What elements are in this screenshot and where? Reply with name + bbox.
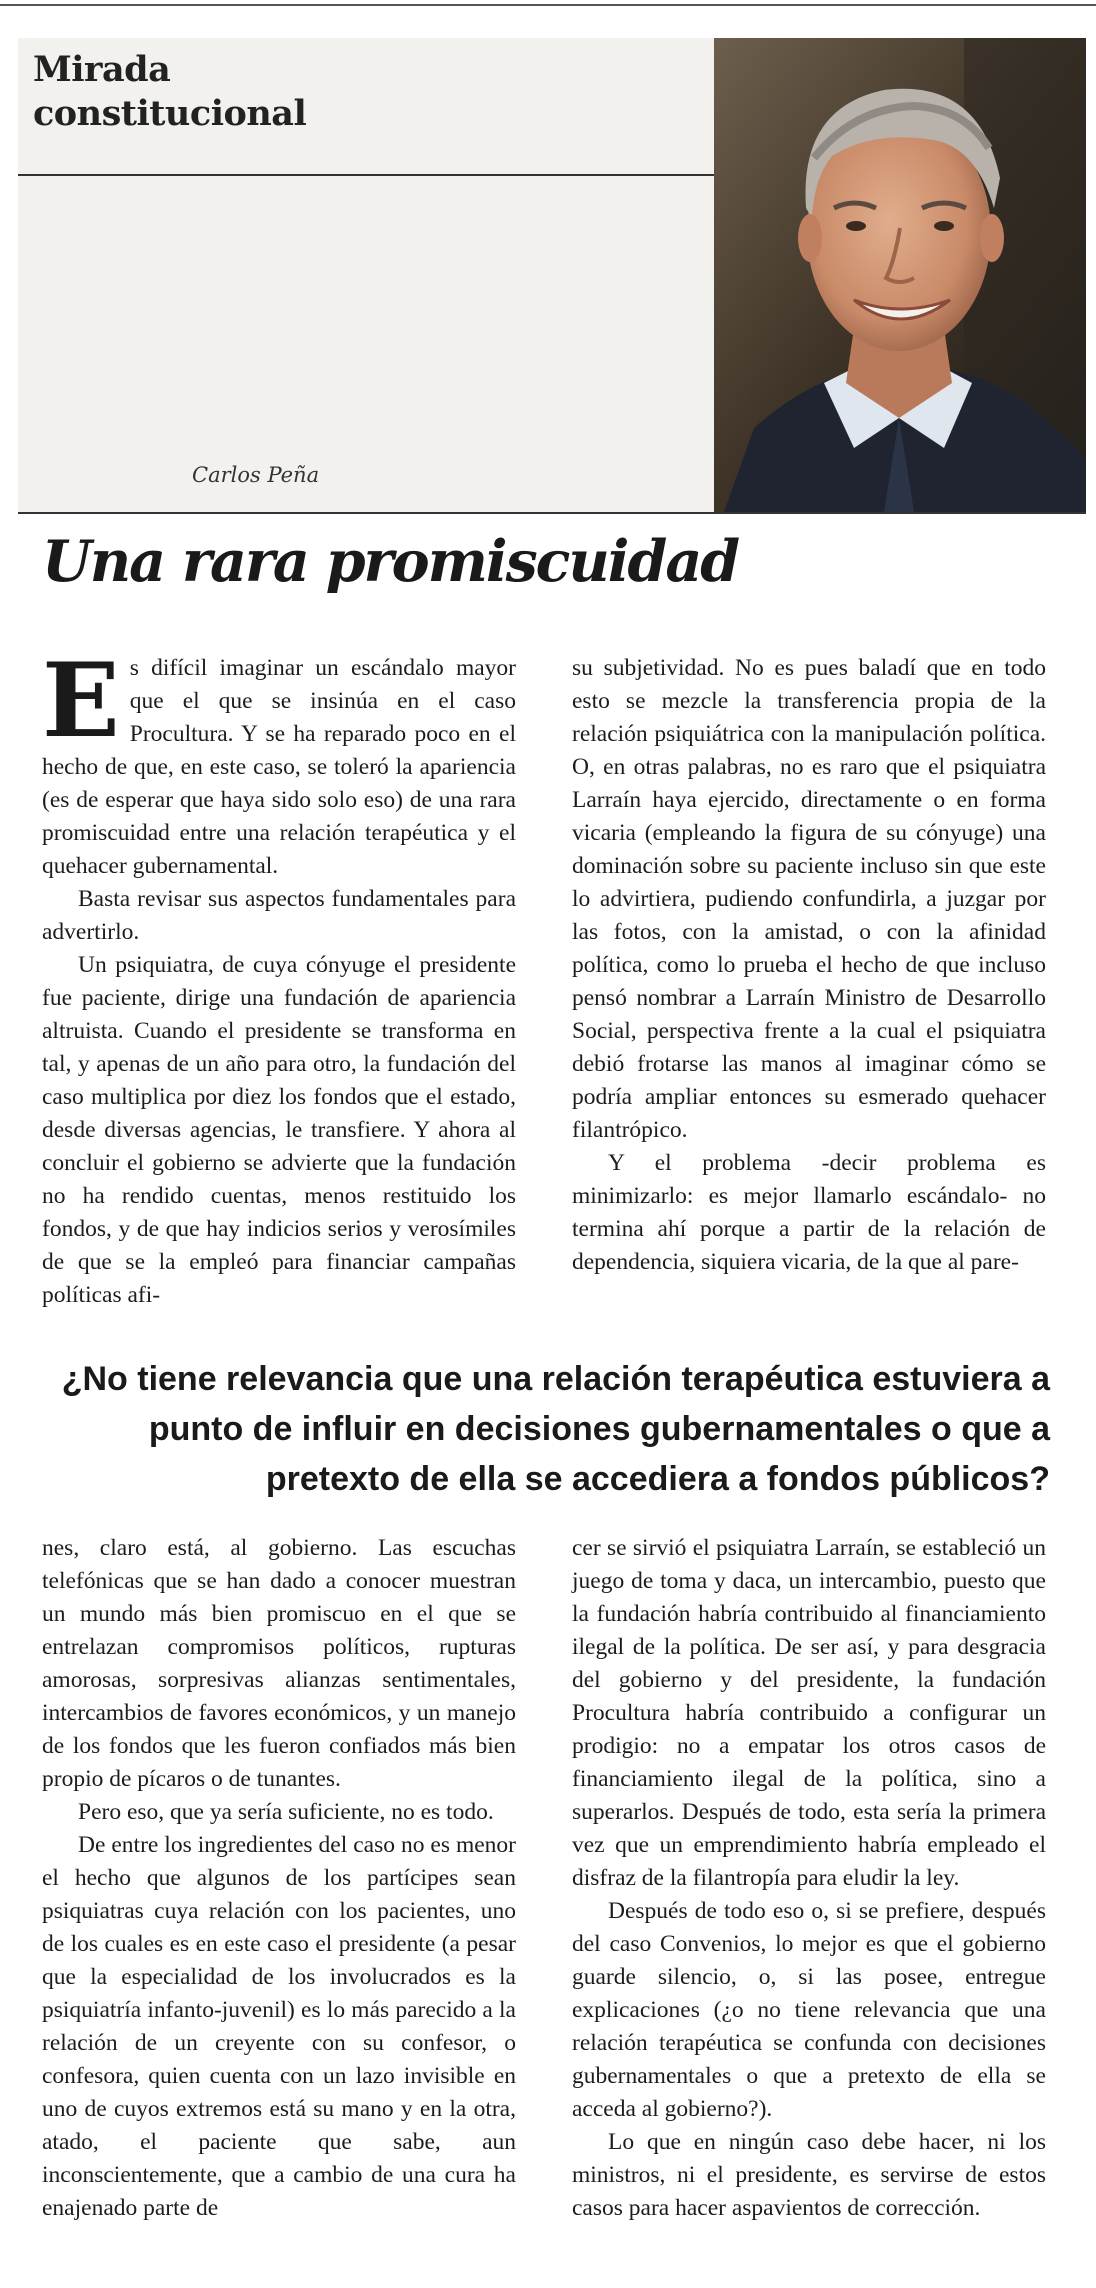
paragraph: Y el problema -decir problema es minimizarlo: es mejor llamarlo escándalo- no termina ahí porque a partir de la relación de dependencia, siquiera vicaria, de la que al pare-	[572, 1150, 1046, 1275]
pull-quote	[60, 1354, 1050, 1504]
paragraph-text: s difícil imaginar un escándalo mayor que el que se insinúa en el caso Procultura. Y se ha reparado poco en el hecho de que, en este caso, se toleró la apariencia (es de esperar que haya sido solo eso) de una rara promiscuidad entre una relación terapéutica y el quehacer gubernamental.	[42, 655, 516, 879]
body-column-bottom-left	[42, 1532, 516, 2262]
section-title	[33, 48, 306, 136]
drop-cap: E	[42, 641, 120, 761]
author-portrait-illustration	[714, 38, 1086, 512]
headline: Una rara promiscuidad	[42, 528, 739, 595]
pull-quote-line1: ¿No tiene relevancia que una relación terapéutica estuviera a	[61, 1360, 1050, 1398]
body-column-top-left	[42, 641, 516, 1308]
paragraph: Lo que en ningún caso debe hacer, ni los ministros, ni el presidente, es servirse de estos casos para hacer aspavientos de corrección.	[572, 2129, 1046, 2221]
pull-quote-line3: pretexto de ella se accediera a fondos públicos?	[265, 1460, 1050, 1498]
paragraph: Basta revisar sus aspectos fundamentales para advertirlo.	[42, 886, 516, 945]
paragraph: Pero eso, que ya sería suficiente, no es todo.	[78, 1799, 494, 1825]
author-photo	[714, 38, 1086, 512]
body-column-top-right	[572, 652, 1046, 1282]
paragraph: nes, claro está, al gobierno. Las escuchas telefónicas que se han dado a conocer muestran un mundo más bien promiscuo en el que se entrelazan compromisos políticos, rupturas amorosas, sorpresivas alianzas sentimentales, intercambios de favores económicos, y un manejo de los fondos que les fueron confiados más bien propio de pícaros o de tunantes.	[42, 1535, 516, 1792]
pull-quote-line2: punto de influir en decisiones gubernamentales o que a	[148, 1410, 1050, 1448]
paragraph: cer se sirvió el psiquiatra Larraín, se estableció un juego de toma y daca, un intercambio, puesto que la fundación habría contribuido al financiamiento ilegal de la política. De ser así, y para desgracia del gobierno y del presidente, la fundación Procultura habría contribuido a configurar un prodigio: no a empatar los otros casos de financiamiento ilegal de la política, sino a superarlos. Después de todo, esta sería la primera vez que un emprendimiento habría empleado el disfraz de la filantropía para eludir la ley.	[572, 1535, 1046, 1891]
top-rule	[0, 4, 1096, 6]
section-title-line1: Mirada	[33, 49, 171, 90]
paragraph	[42, 641, 516, 883]
header-bottom-rule	[18, 512, 1086, 514]
header-rule	[18, 174, 714, 176]
paragraph: su subjetividad. No es pues baladí que en todo esto se mezcle la transferencia propia de la relación psiquiátrica con la manipulación política. O, en otras palabras, no es raro que el psiquiatra Larraín haya ejercido, directamente o en forma vicaria (empleando la figura de su cónyuge) una dominación sobre su paciente incluso sin que este lo advirtiera, pudiendo confundirla, a juzgar por las fotos, con la amistad, o con la afinidad política, como lo prueba el hecho de que incluso pensó nombrar a Larraín Ministro de Desarrollo Social, perspectiva frente a la cual el psiquiatra debió frotarse las manos al imaginar cómo se podría ampliar entonces su esmerado quehacer filantrópico.	[572, 655, 1046, 1143]
section-title-line2: constitucional	[33, 93, 307, 134]
body-column-bottom-right	[572, 1532, 1046, 2262]
paragraph: Un psiquiatra, de cuya cónyuge el presidente fue paciente, dirige una fundación de apariencia altruista. Cuando el presidente se transforma en tal, y apenas de un año para otro, la fundación del caso multiplica por diez los fondos que el estado, desde diversas agencias, le transfiere. Y ahora al concluir el gobierno se advierte que la fundación no ha rendido cuentas, menos restituido los fondos, y de que hay indicios serios y verosímiles de que se la empleó para financiar campañas políticas afi-	[42, 952, 516, 1308]
author-byline: Carlos Peña	[192, 463, 320, 487]
paragraph: De entre los ingredientes del caso no es menor el hecho que algunos de los partícipes sean psiquiatras cuya relación con los pacientes, uno de los cuales es en este caso el presidente (a pesar que la especialidad de los involucrados es la psiquiatría infanto-juvenil) es lo más parecido a la relación de un creyente con su confesor, o confesora, quien cuenta con un lazo invisible en uno de cuyos extremos está su mano y en la otra, atado, el paciente que sabe, aun inconscientemente, que a cambio de una cura ha enajenado parte de	[42, 1832, 516, 2221]
paragraph: Después de todo eso o, si se prefiere, después del caso Convenios, lo mejor es que el gobierno guarde silencio, o, si las posee, entregue explicaciones (¿o no tiene relevancia que una relación terapéutica se confunda con decisiones gubernamentales o que a pretexto de ella se acceda al gobierno?).	[572, 1898, 1046, 2122]
